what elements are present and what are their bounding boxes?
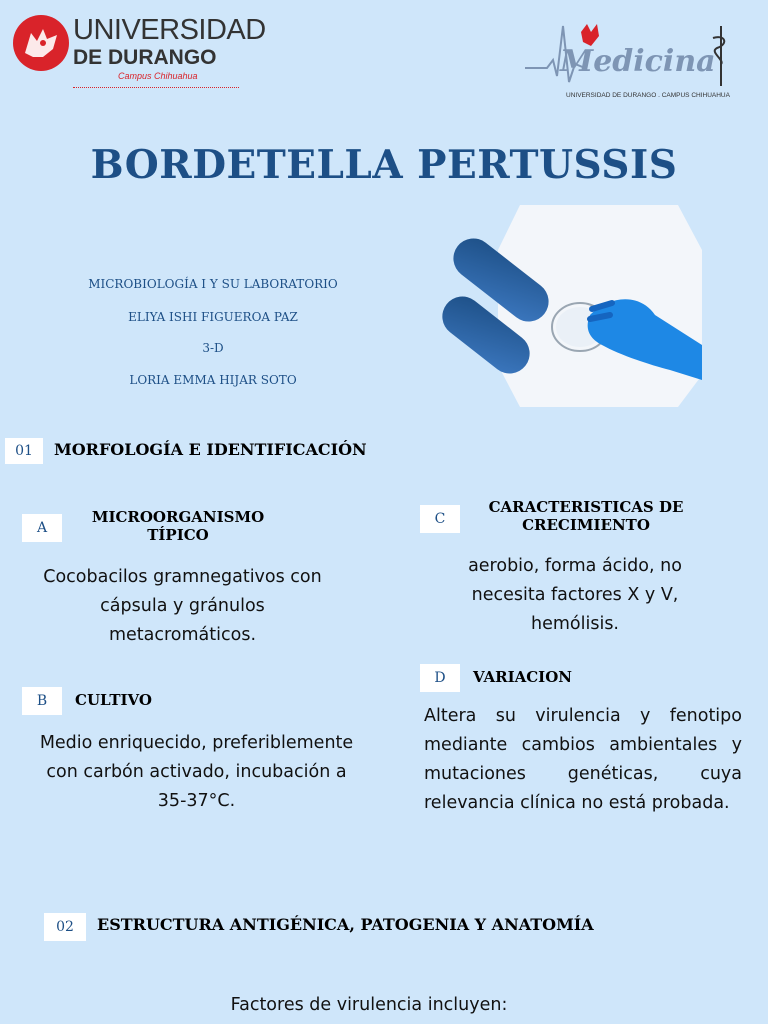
item-title-a-line2: TÍPICO <box>147 526 209 544</box>
university-logo-icon <box>13 15 69 71</box>
item-title-d: VARIACION <box>473 668 572 686</box>
item-letter-d: D <box>420 664 460 692</box>
medicina-subtitle: UNIVERSIDAD DE DURANGO . CAMPUS CHIHUAHUA <box>566 92 730 99</box>
section-number-01: 01 <box>5 438 43 464</box>
item-title-a <box>68 508 288 544</box>
section-number-02: 02 <box>44 913 86 941</box>
item-title-c-line2: CRECIMIENTO <box>522 516 650 534</box>
item-title-a-line1: MICROORGANISMO <box>91 508 265 526</box>
university-name-line1: UNIVERSIDAD <box>73 14 266 46</box>
medicina-wordmark: Medicina <box>560 44 716 79</box>
teacher-name: LORIA EMMA HIJAR SOTO <box>129 373 297 387</box>
item-text-b: Medio enriquecido, preferiblemente con carbón activado, incubación a 35-37°C. <box>39 733 354 811</box>
petri-dish-illustration <box>440 205 710 415</box>
campus-label: Campus Chihuahua <box>118 71 198 81</box>
page-title: BORDETELLA PERTUSSIS <box>90 142 678 188</box>
item-text-a: Cocobacilos gramnegativos con cápsula y gránulos metacromáticos. <box>43 567 322 645</box>
item-title-c <box>468 498 704 534</box>
group-label: 3-D <box>202 341 224 355</box>
item-letter-c: C <box>420 505 460 533</box>
item-title-c-line1: CARACTERISTICAS DE <box>488 498 684 516</box>
item-title-b: CULTIVO <box>75 691 152 709</box>
university-name-line2: DE DURANGO <box>73 46 217 69</box>
logo-divider <box>73 87 239 88</box>
student-name: ELIYA ISHI FIGUEROA PAZ <box>128 310 298 324</box>
item-text-d: Altera su virulencia y fenotipo mediante cambios ambientales y mutaciones genéticas, cuya relevancia clínica no está probada. <box>424 706 742 813</box>
section-title-estructura: ESTRUCTURA ANTIGÉNICA, PATOGENIA Y ANATOMÍA <box>97 915 594 934</box>
course-name: MICROBIOLOGÍA I Y SU LABORATORIO <box>88 277 338 291</box>
footer-text: Factores de virulencia incluyen: <box>230 995 508 1015</box>
item-letter-b: B <box>22 687 62 715</box>
item-letter-a: A <box>22 514 62 542</box>
item-text-c: aerobio, forma ácido, no necesita factores X y V, hemólisis. <box>468 556 682 634</box>
section-title-morfologia: MORFOLOGÍA E IDENTIFICACIÓN <box>54 440 367 459</box>
